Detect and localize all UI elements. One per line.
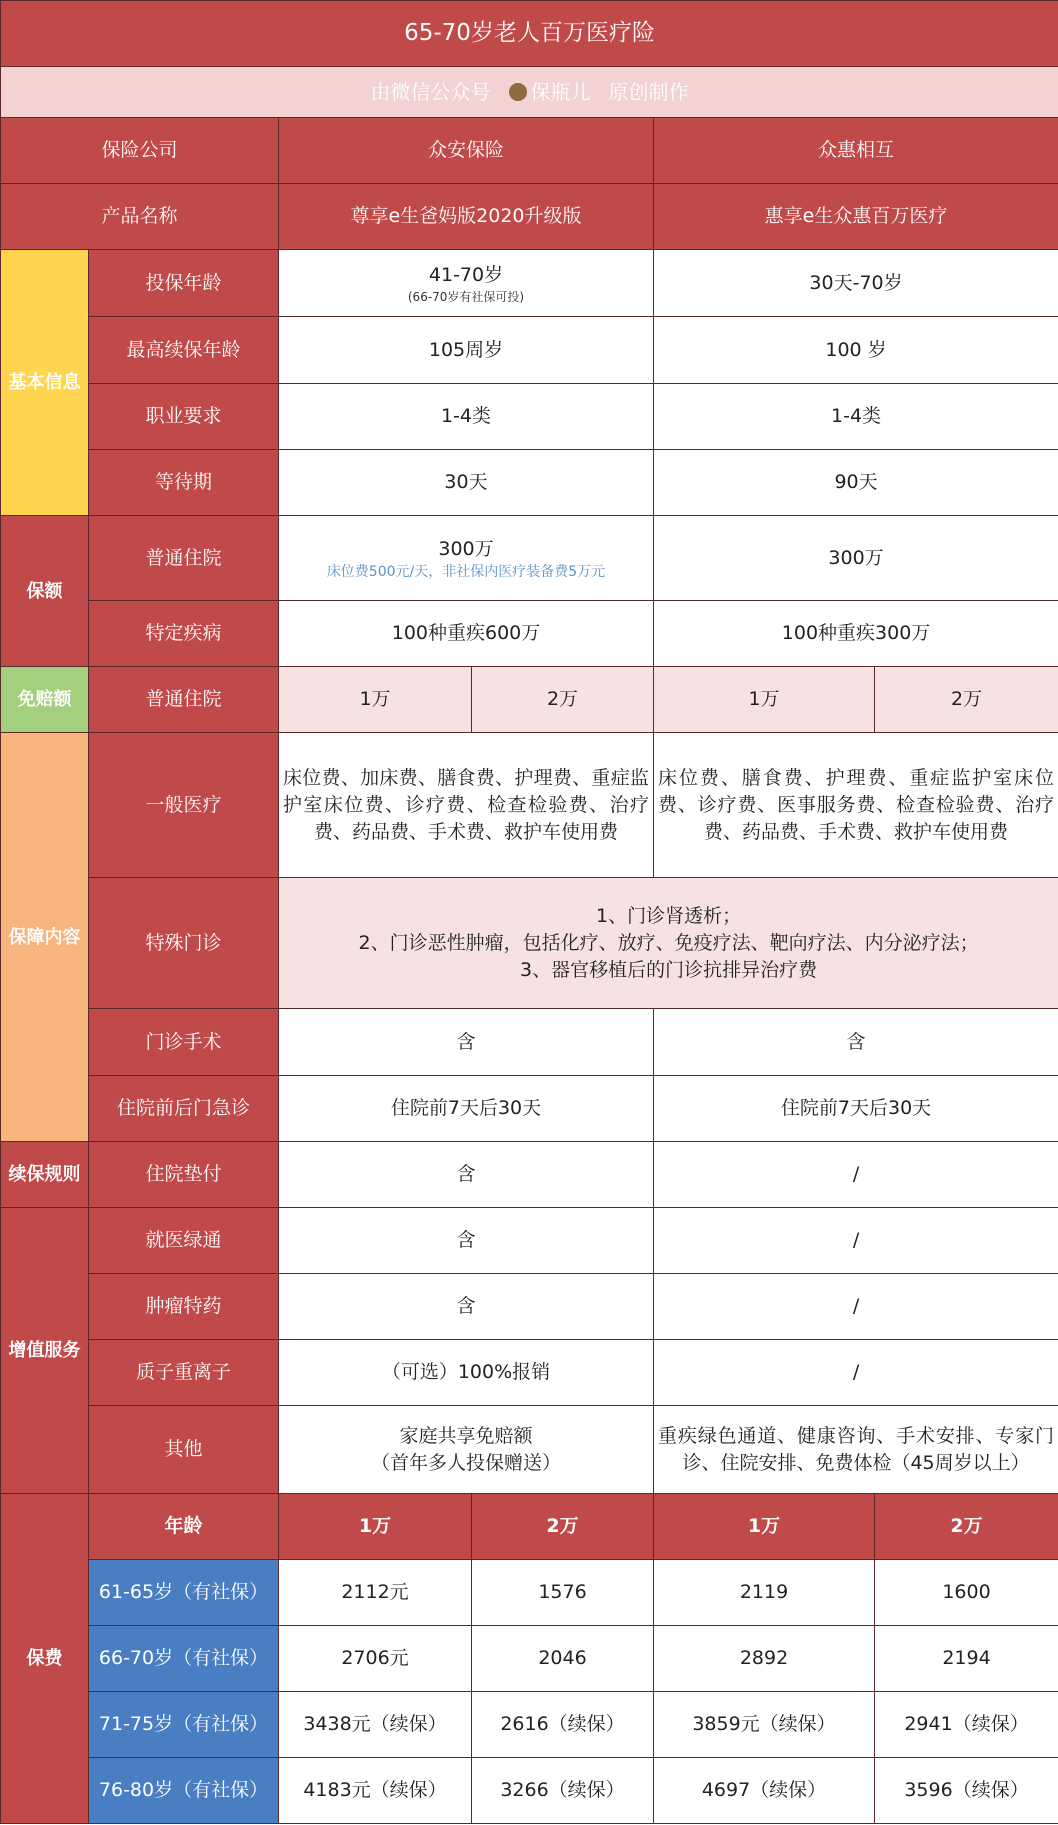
premium-header-age: 年龄 [89, 1494, 279, 1560]
company-b: 众惠相互 [654, 118, 1058, 184]
premium-b2: 3596（续保） [875, 1758, 1058, 1824]
row-label-wait: 等待期 [89, 450, 279, 516]
job-a: 1-4类 [279, 384, 654, 450]
category-renewal: 续保规则 [1, 1142, 89, 1208]
other-a-line1: 家庭共享免赔额 [399, 1424, 533, 1447]
credit-account: 保瓶儿 [530, 79, 591, 104]
special-item-1: 1、门诊肾透析； [595, 904, 742, 927]
proton-a: （可选）100%报销 [279, 1340, 654, 1406]
age-a-note: (66-70岁有社保可投) [407, 289, 525, 304]
deductible-b1: 1万 [654, 667, 875, 733]
hosp-a-value: 300万 [438, 537, 494, 560]
pre-post-b: 住院前7天后30天 [654, 1076, 1058, 1142]
row-label-age: 投保年龄 [89, 250, 279, 317]
product-b: 惠享e生众惠百万医疗 [654, 184, 1058, 250]
account-logo-icon [509, 83, 527, 101]
job-b: 1-4类 [654, 384, 1058, 450]
credit-prefix: 由微信公众号 [370, 79, 491, 104]
row-label-special: 特殊门诊 [89, 878, 279, 1009]
row-label-general: 一般医疗 [89, 733, 279, 878]
green-a: 含 [279, 1208, 654, 1274]
other-b: 重疾绿色通道、健康咨询、手术安排、专家门诊、住院安排、免费体检（45周岁以上） [654, 1406, 1058, 1494]
proton-b: / [654, 1340, 1058, 1406]
row-label-proton: 质子重离子 [89, 1340, 279, 1406]
premium-a1: 2112元 [279, 1560, 472, 1626]
premium-row [1, 1692, 1058, 1758]
premium-header-b1: 1万 [654, 1494, 875, 1560]
premium-header-a1: 1万 [279, 1494, 472, 1560]
age-a-value: 41-70岁 [428, 263, 504, 286]
disease-a: 100种重疾600万 [279, 601, 654, 667]
row-label-disease: 特定疾病 [89, 601, 279, 667]
special-item-2: 2、门诊恶性肿瘤，包括化疗、放疗、免疫疗法、靶向疗法、内分泌疗法； [358, 931, 979, 954]
category-content: 保障内容 [1, 733, 89, 1142]
general-a: 床位费、加床费、膳食费、护理费、重症监护室床位费、诊疗费、检查检验费、治疗费、药品费、手术费、救护车使用费 [279, 733, 654, 878]
row-label-max-renew: 最高续保年龄 [89, 317, 279, 384]
max-renew-b: 100 岁 [654, 317, 1058, 384]
premium-b1: 2892 [654, 1626, 875, 1692]
category-premium: 保费 [1, 1494, 89, 1824]
premium-b2: 2941（续保） [875, 1692, 1058, 1758]
company-label: 保险公司 [1, 118, 279, 184]
drug-a: 含 [279, 1274, 654, 1340]
premium-a2: 2046 [472, 1626, 654, 1692]
deductible-b2: 2万 [875, 667, 1058, 733]
premium-header-a2: 2万 [472, 1494, 654, 1560]
hosp-a-note: 床位费500元/天，非社保内医疗装备费5万元 [326, 563, 606, 580]
special-item-3: 3、器官移植后的门诊抗排异治疗费 [519, 958, 818, 981]
credit-suffix: 原创制作 [608, 79, 689, 104]
premium-header-b2: 2万 [875, 1494, 1058, 1560]
page-title: 65-70岁老人百万医疗险 [1, 1, 1058, 67]
row-label-green: 就医绿通 [89, 1208, 279, 1274]
category-value-added: 增值服务 [1, 1208, 89, 1494]
pre-post-a: 住院前7天后30天 [279, 1076, 654, 1142]
company-a: 众安保险 [279, 118, 654, 184]
premium-b1: 2119 [654, 1560, 875, 1626]
premium-b1: 3859元（续保） [654, 1692, 875, 1758]
surgery-b: 含 [654, 1009, 1058, 1076]
premium-row [1, 1560, 1058, 1626]
special-both [279, 878, 1058, 1009]
premium-b2: 1600 [875, 1560, 1058, 1626]
age-a [279, 250, 654, 317]
premium-a2: 2616（续保） [472, 1692, 654, 1758]
premium-row [1, 1758, 1058, 1824]
premium-b1: 4697（续保） [654, 1758, 875, 1824]
premium-a1: 2706元 [279, 1626, 472, 1692]
other-a-line2: （首年多人投保赠送） [370, 1451, 561, 1474]
advance-a: 含 [279, 1142, 654, 1208]
category-basic: 基本信息 [1, 250, 89, 516]
row-label-surgery: 门诊手术 [89, 1009, 279, 1076]
disease-b: 100种重疾300万 [654, 601, 1058, 667]
premium-row [1, 1626, 1058, 1692]
category-coverage: 保额 [1, 516, 89, 667]
premium-b2: 2194 [875, 1626, 1058, 1692]
age-b: 30天-70岁 [654, 250, 1058, 317]
drug-b: / [654, 1274, 1058, 1340]
row-label-other: 其他 [89, 1406, 279, 1494]
wait-a: 30天 [279, 450, 654, 516]
row-label-job: 职业要求 [89, 384, 279, 450]
premium-age: 61-65岁（有社保） [89, 1560, 279, 1626]
wait-b: 90天 [654, 450, 1058, 516]
other-a [279, 1406, 654, 1494]
premium-age: 76-80岁（有社保） [89, 1758, 279, 1824]
green-b: / [654, 1208, 1058, 1274]
row-label-advance: 住院垫付 [89, 1142, 279, 1208]
premium-age: 66-70岁（有社保） [89, 1626, 279, 1692]
row-label-deductible: 普通住院 [89, 667, 279, 733]
deductible-a2: 2万 [472, 667, 654, 733]
deductible-a1: 1万 [279, 667, 472, 733]
product-label: 产品名称 [1, 184, 279, 250]
category-deductible: 免赔额 [1, 667, 89, 733]
premium-a2: 3266（续保） [472, 1758, 654, 1824]
max-renew-a: 105周岁 [279, 317, 654, 384]
row-label-hosp: 普通住院 [89, 516, 279, 601]
premium-a1: 3438元（续保） [279, 1692, 472, 1758]
advance-b: / [654, 1142, 1058, 1208]
premium-a1: 4183元（续保） [279, 1758, 472, 1824]
general-b: 床位费、膳食费、护理费、重症监护室床位费、诊疗费、医事服务费、检查检验费、治疗费、药品费、手术费、救护车使用费 [654, 733, 1058, 878]
credit-line [1, 67, 1058, 118]
product-a: 尊享e生爸妈版2020升级版 [279, 184, 654, 250]
row-label-pre-post: 住院前后门急诊 [89, 1076, 279, 1142]
hosp-a [279, 516, 654, 601]
surgery-a: 含 [279, 1009, 654, 1076]
premium-age: 71-75岁（有社保） [89, 1692, 279, 1758]
premium-a2: 1576 [472, 1560, 654, 1626]
row-label-drug: 肿瘤特药 [89, 1274, 279, 1340]
hosp-b: 300万 [654, 516, 1058, 601]
